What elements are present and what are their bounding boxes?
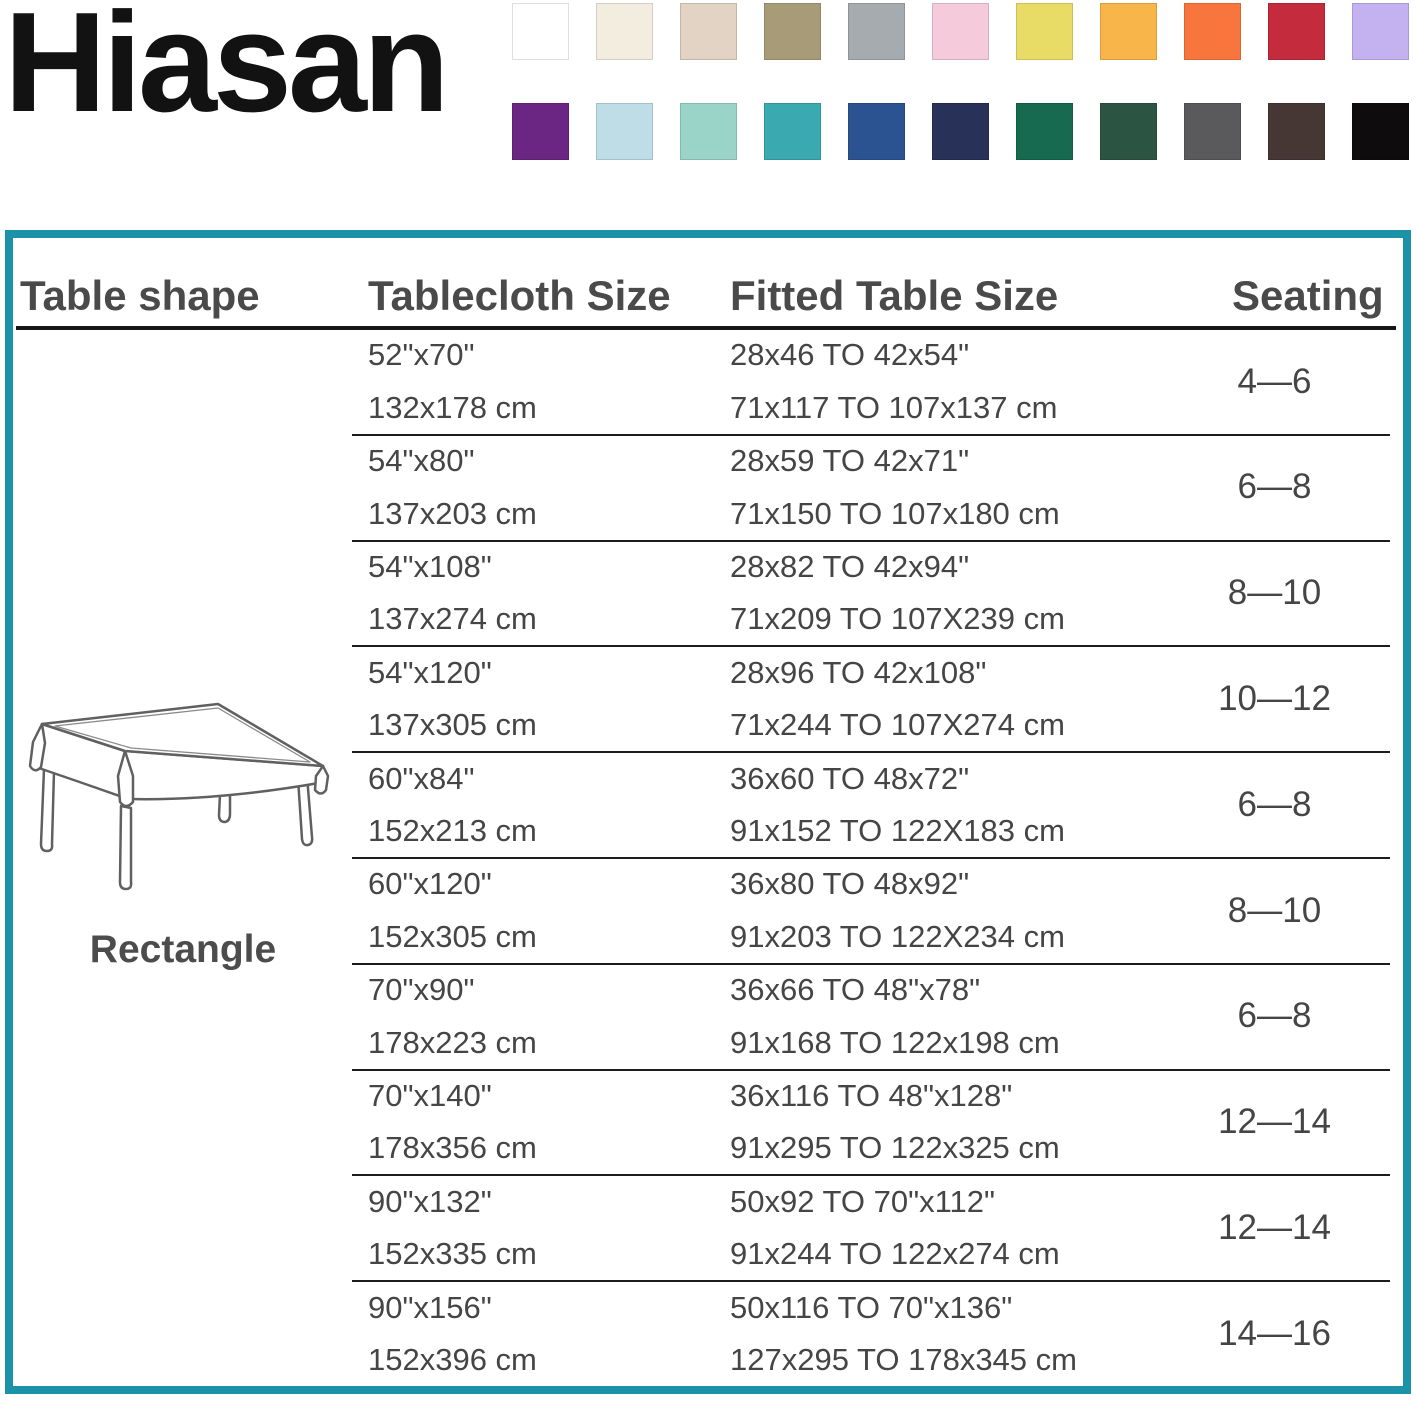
shape-label: Rectangle	[89, 928, 277, 971]
color-swatch-khaki	[764, 3, 821, 60]
table-row	[352, 1176, 1390, 1282]
fitted-size-cm: 127x295 TO 178x345 cm	[730, 1342, 1077, 1378]
color-swatch-emerald	[1016, 103, 1073, 160]
color-swatch-light-blue	[596, 103, 653, 160]
color-swatch-black	[1352, 103, 1409, 160]
tablecloth-size-in: 52"x70"	[368, 337, 475, 373]
fitted-size-in: 28x82 TO 42x94"	[730, 548, 970, 584]
tablecloth-size-cell	[368, 859, 537, 963]
table-row	[352, 1071, 1390, 1177]
fitted-size-in: 28x46 TO 42x54"	[730, 337, 970, 373]
fitted-size-cm: 71x117 TO 107x137 cm	[730, 389, 1058, 425]
table-row	[352, 647, 1390, 753]
fitted-size-in: 36x80 TO 48x92"	[730, 866, 970, 902]
fitted-size-cell	[730, 859, 1065, 963]
table-row	[352, 753, 1390, 859]
tablecloth-size-cell	[368, 647, 537, 751]
color-swatch-red	[1268, 3, 1325, 60]
seating-value: 8—10	[1227, 573, 1322, 613]
fitted-size-cm: 91x295 TO 122x325 cm	[730, 1130, 1060, 1166]
table-row	[352, 859, 1390, 965]
tablecloth-size-cm: 137x305 cm	[368, 707, 537, 743]
column-header-table-shape: Table shape	[20, 272, 260, 319]
fitted-size-cell	[730, 436, 1060, 540]
tablecloth-size-in: 60"x120"	[368, 866, 492, 902]
fitted-size-cm: 91x168 TO 122x198 cm	[730, 1024, 1060, 1060]
table-row	[352, 965, 1390, 1071]
size-table-body	[352, 330, 1390, 1386]
tablecloth-size-in: 90"x132"	[368, 1183, 492, 1219]
color-swatch-gray	[848, 3, 905, 60]
fitted-size-cell	[730, 965, 1060, 1069]
color-swatch-pink	[932, 3, 989, 60]
table-row	[352, 542, 1390, 648]
tablecloth-size-cm: 152x305 cm	[368, 918, 537, 954]
tablecloth-size-cm: 178x223 cm	[368, 1024, 537, 1060]
color-swatch-teal	[764, 103, 821, 160]
color-swatch-amber	[1100, 3, 1157, 60]
seating-value: 12—14	[1218, 1207, 1331, 1247]
column-header-seating: Seating	[1232, 272, 1384, 319]
color-swatch-navy	[932, 103, 989, 160]
tablecloth-size-in: 60"x84"	[368, 760, 475, 796]
fitted-size-cell	[730, 1071, 1060, 1175]
tablecloth-size-in: 90"x156"	[368, 1289, 492, 1325]
seating-value: 4—6	[1237, 361, 1312, 401]
fitted-size-in: 36x116 TO 48"x128"	[730, 1077, 1013, 1113]
fitted-size-cm: 71x150 TO 107x180 cm	[730, 495, 1060, 531]
swatch-row-2	[512, 103, 1409, 160]
fitted-size-cell	[730, 1176, 1060, 1280]
tablecloth-size-cell	[368, 542, 537, 646]
table-leg	[41, 769, 54, 851]
fitted-size-cm: 91x152 TO 122X183 cm	[730, 813, 1065, 849]
fitted-size-cell	[730, 330, 1057, 434]
fitted-size-in: 50x116 TO 70"x136"	[730, 1289, 1013, 1325]
color-swatch-grid	[512, 3, 1409, 160]
tablecloth-size-cm: 152x396 cm	[368, 1342, 537, 1378]
tablecloth-size-cm: 152x213 cm	[368, 813, 537, 849]
fitted-size-cell	[730, 753, 1065, 857]
column-header-tablecloth-size: Tablecloth Size	[368, 272, 671, 319]
color-swatch-beige	[680, 3, 737, 60]
fitted-size-cm: 91x244 TO 122x274 cm	[730, 1236, 1060, 1272]
fitted-size-cm: 91x203 TO 122X234 cm	[730, 918, 1065, 954]
color-swatch-dark-brown	[1268, 103, 1325, 160]
color-swatch-yellow	[1016, 3, 1073, 60]
column-header-fitted-table-size: Fitted Table Size	[730, 272, 1059, 319]
tablecloth-size-in: 70"x90"	[368, 972, 475, 1008]
tablecloth-size-cm: 178x356 cm	[368, 1130, 537, 1166]
seating-value: 12—14	[1218, 1102, 1331, 1142]
table-row	[352, 1282, 1390, 1386]
tablecloth-size-in: 54"x120"	[368, 654, 492, 690]
tablecloth-size-cm: 132x178 cm	[368, 389, 537, 425]
tablecloth-size-cell	[368, 753, 537, 857]
color-swatch-orange	[1184, 3, 1241, 60]
tablecloth-size-cell	[368, 965, 537, 1069]
seating-value: 14—16	[1218, 1313, 1331, 1353]
tablecloth-size-cell	[368, 1282, 537, 1386]
fitted-size-in: 28x96 TO 42x108"	[730, 654, 987, 690]
seating-value: 6—8	[1237, 996, 1312, 1036]
fitted-size-cm: 71x244 TO 107X274 cm	[730, 707, 1065, 743]
tablecloth-size-in: 54"x80"	[368, 443, 475, 479]
tablecloth-size-cm: 152x335 cm	[368, 1236, 537, 1272]
fitted-size-cm: 71x209 TO 107X239 cm	[730, 601, 1065, 637]
cloth-corner-fold	[30, 724, 45, 770]
seating-value: 8—10	[1227, 890, 1322, 930]
fitted-size-cell	[730, 1282, 1077, 1386]
rectangle-table-illustration	[25, 696, 335, 901]
fitted-size-in: 36x60 TO 48x72"	[730, 760, 970, 796]
fitted-size-cell	[730, 542, 1065, 646]
tablecloth-size-cm: 137x274 cm	[368, 601, 537, 637]
seating-value: 10—12	[1218, 678, 1331, 718]
tablecloth-size-cm: 137x203 cm	[368, 495, 537, 531]
table-leg	[120, 806, 131, 889]
color-swatch-white	[512, 3, 569, 60]
fitted-size-in: 50x92 TO 70"x112"	[730, 1183, 996, 1219]
fitted-size-in: 36x66 TO 48"x78"	[730, 972, 981, 1008]
tablecloth-size-cell	[368, 1176, 537, 1280]
fitted-size-in: 28x59 TO 42x71"	[730, 443, 970, 479]
color-swatch-aqua	[680, 103, 737, 160]
color-swatch-purple	[512, 103, 569, 160]
tablecloth-size-cell	[368, 330, 537, 434]
table-row	[352, 330, 1390, 436]
seating-value: 6—8	[1237, 467, 1312, 507]
color-swatch-steel-blue	[848, 103, 905, 160]
color-swatch-forest-green	[1100, 103, 1157, 160]
table-row	[352, 436, 1390, 542]
size-chart-table	[5, 230, 1411, 1394]
seating-value: 6—8	[1237, 784, 1312, 824]
fitted-size-cell	[730, 647, 1065, 751]
tablecloth-size-in: 54"x108"	[368, 548, 492, 584]
tablecloth-size-in: 70"x140"	[368, 1077, 492, 1113]
tablecloth-size-cell	[368, 1071, 537, 1175]
color-swatch-ivory	[596, 3, 653, 60]
color-swatch-lavender	[1352, 3, 1409, 60]
brand-logo: Hiasan	[4, 0, 446, 142]
swatch-row-1	[512, 3, 1409, 60]
tablecloth-size-cell	[368, 436, 537, 540]
color-swatch-dark-gray	[1184, 103, 1241, 160]
